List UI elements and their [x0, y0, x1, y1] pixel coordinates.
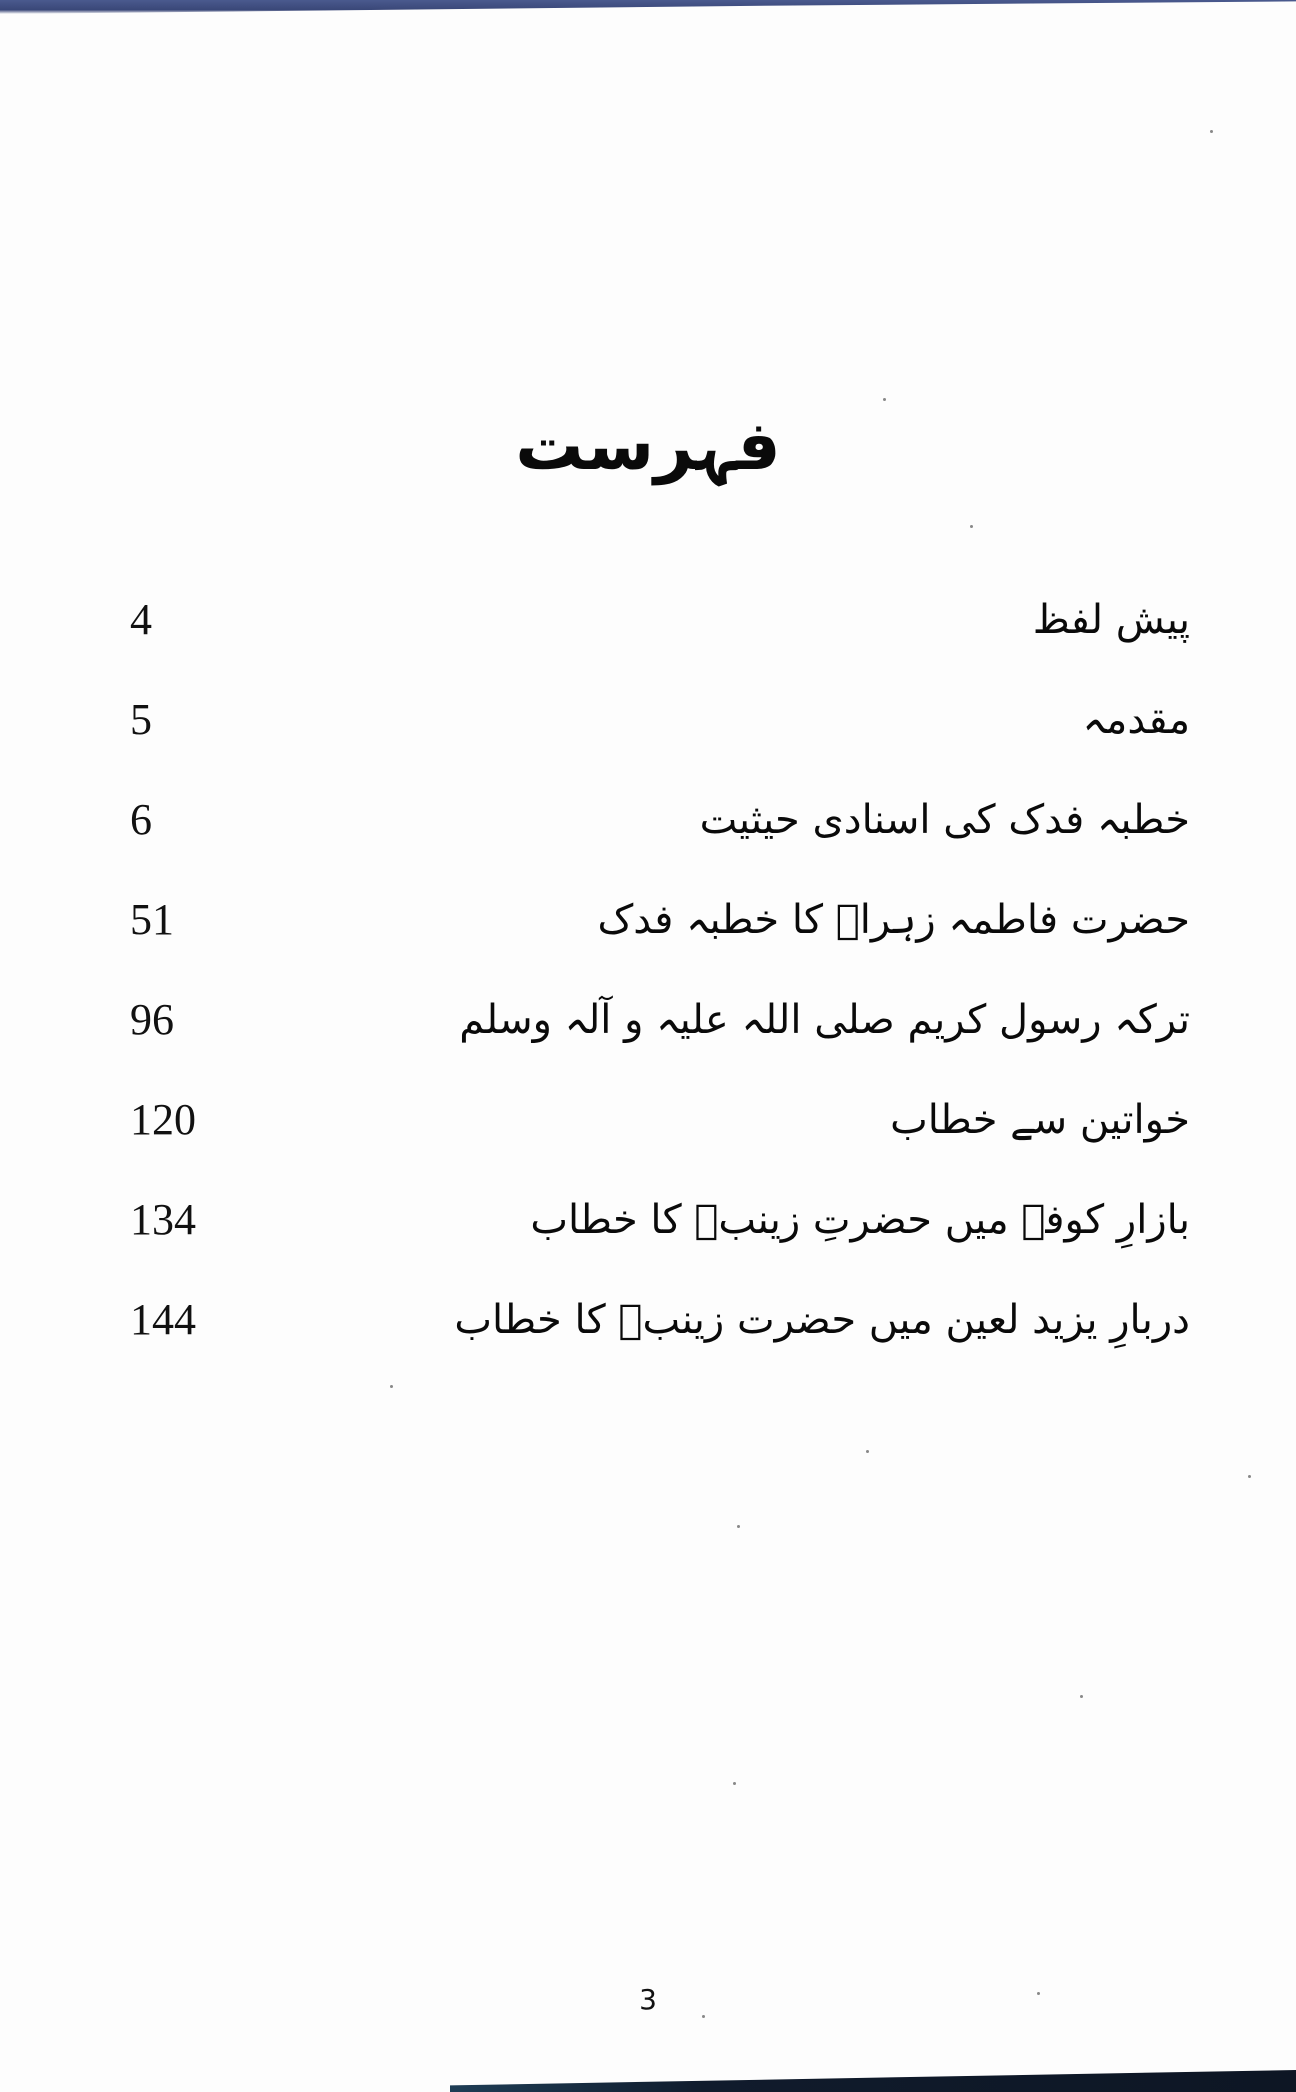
scan-speck: [866, 1450, 869, 1453]
toc-entry: [0, 590, 1296, 690]
toc-entry-page: 144: [130, 1295, 196, 1344]
toc-entry-title: ترکہ رسول کریم صلی اللہ علیہ و آلہ وسلم: [459, 997, 1190, 1043]
toc-entry-page: 51: [130, 895, 174, 944]
scan-speck: [737, 1525, 740, 1528]
toc-entry: [0, 1090, 1296, 1190]
toc-entry-title: حضرت فاطمہ زہراؑ کا خطبہ فدک: [597, 897, 1190, 943]
toc-entry-title: مقدمہ: [1082, 697, 1190, 743]
toc-entry-title: پیش لفظ: [1032, 597, 1190, 643]
toc-entry-page: 5: [130, 695, 152, 744]
page-title: فہرست: [515, 406, 781, 486]
toc-entry-title: بازارِ کوفہ میں حضرتِ زینبؑ کا خطاب: [530, 1197, 1190, 1243]
toc-entry-page: 120: [130, 1095, 196, 1144]
toc-entry-page: 134: [130, 1195, 196, 1244]
scan-speck: [1080, 1695, 1083, 1698]
toc-entry: [0, 890, 1296, 990]
toc-entry: [0, 1190, 1296, 1290]
scan-bottom-edge: [450, 2070, 1296, 2092]
toc-entry: [0, 990, 1296, 1090]
toc-entry: [0, 690, 1296, 790]
toc-entry-title: خواتین سے خطاب: [890, 1097, 1190, 1143]
scan-top-edge: [0, 0, 1296, 14]
toc-entry-title: خطبہ فدک کی اسنادی حیثیت: [699, 797, 1190, 843]
scan-speck: [1248, 1475, 1251, 1478]
table-of-contents: [0, 590, 1296, 1390]
toc-entry: [0, 790, 1296, 890]
toc-entry-page: 4: [130, 595, 152, 644]
scan-speck: [390, 1385, 393, 1388]
scan-speck: [970, 525, 973, 528]
toc-entry-page: 96: [130, 995, 174, 1044]
toc-entry-page: 6: [130, 795, 152, 844]
page-number: 3: [639, 1983, 657, 2016]
scan-speck: [733, 1782, 736, 1785]
scan-speck: [1210, 130, 1213, 133]
scan-speck: [883, 398, 886, 401]
toc-entry-title: دربارِ یزید لعین میں حضرت زینبؑ کا خطاب: [454, 1297, 1190, 1343]
toc-entry: [0, 1290, 1296, 1390]
